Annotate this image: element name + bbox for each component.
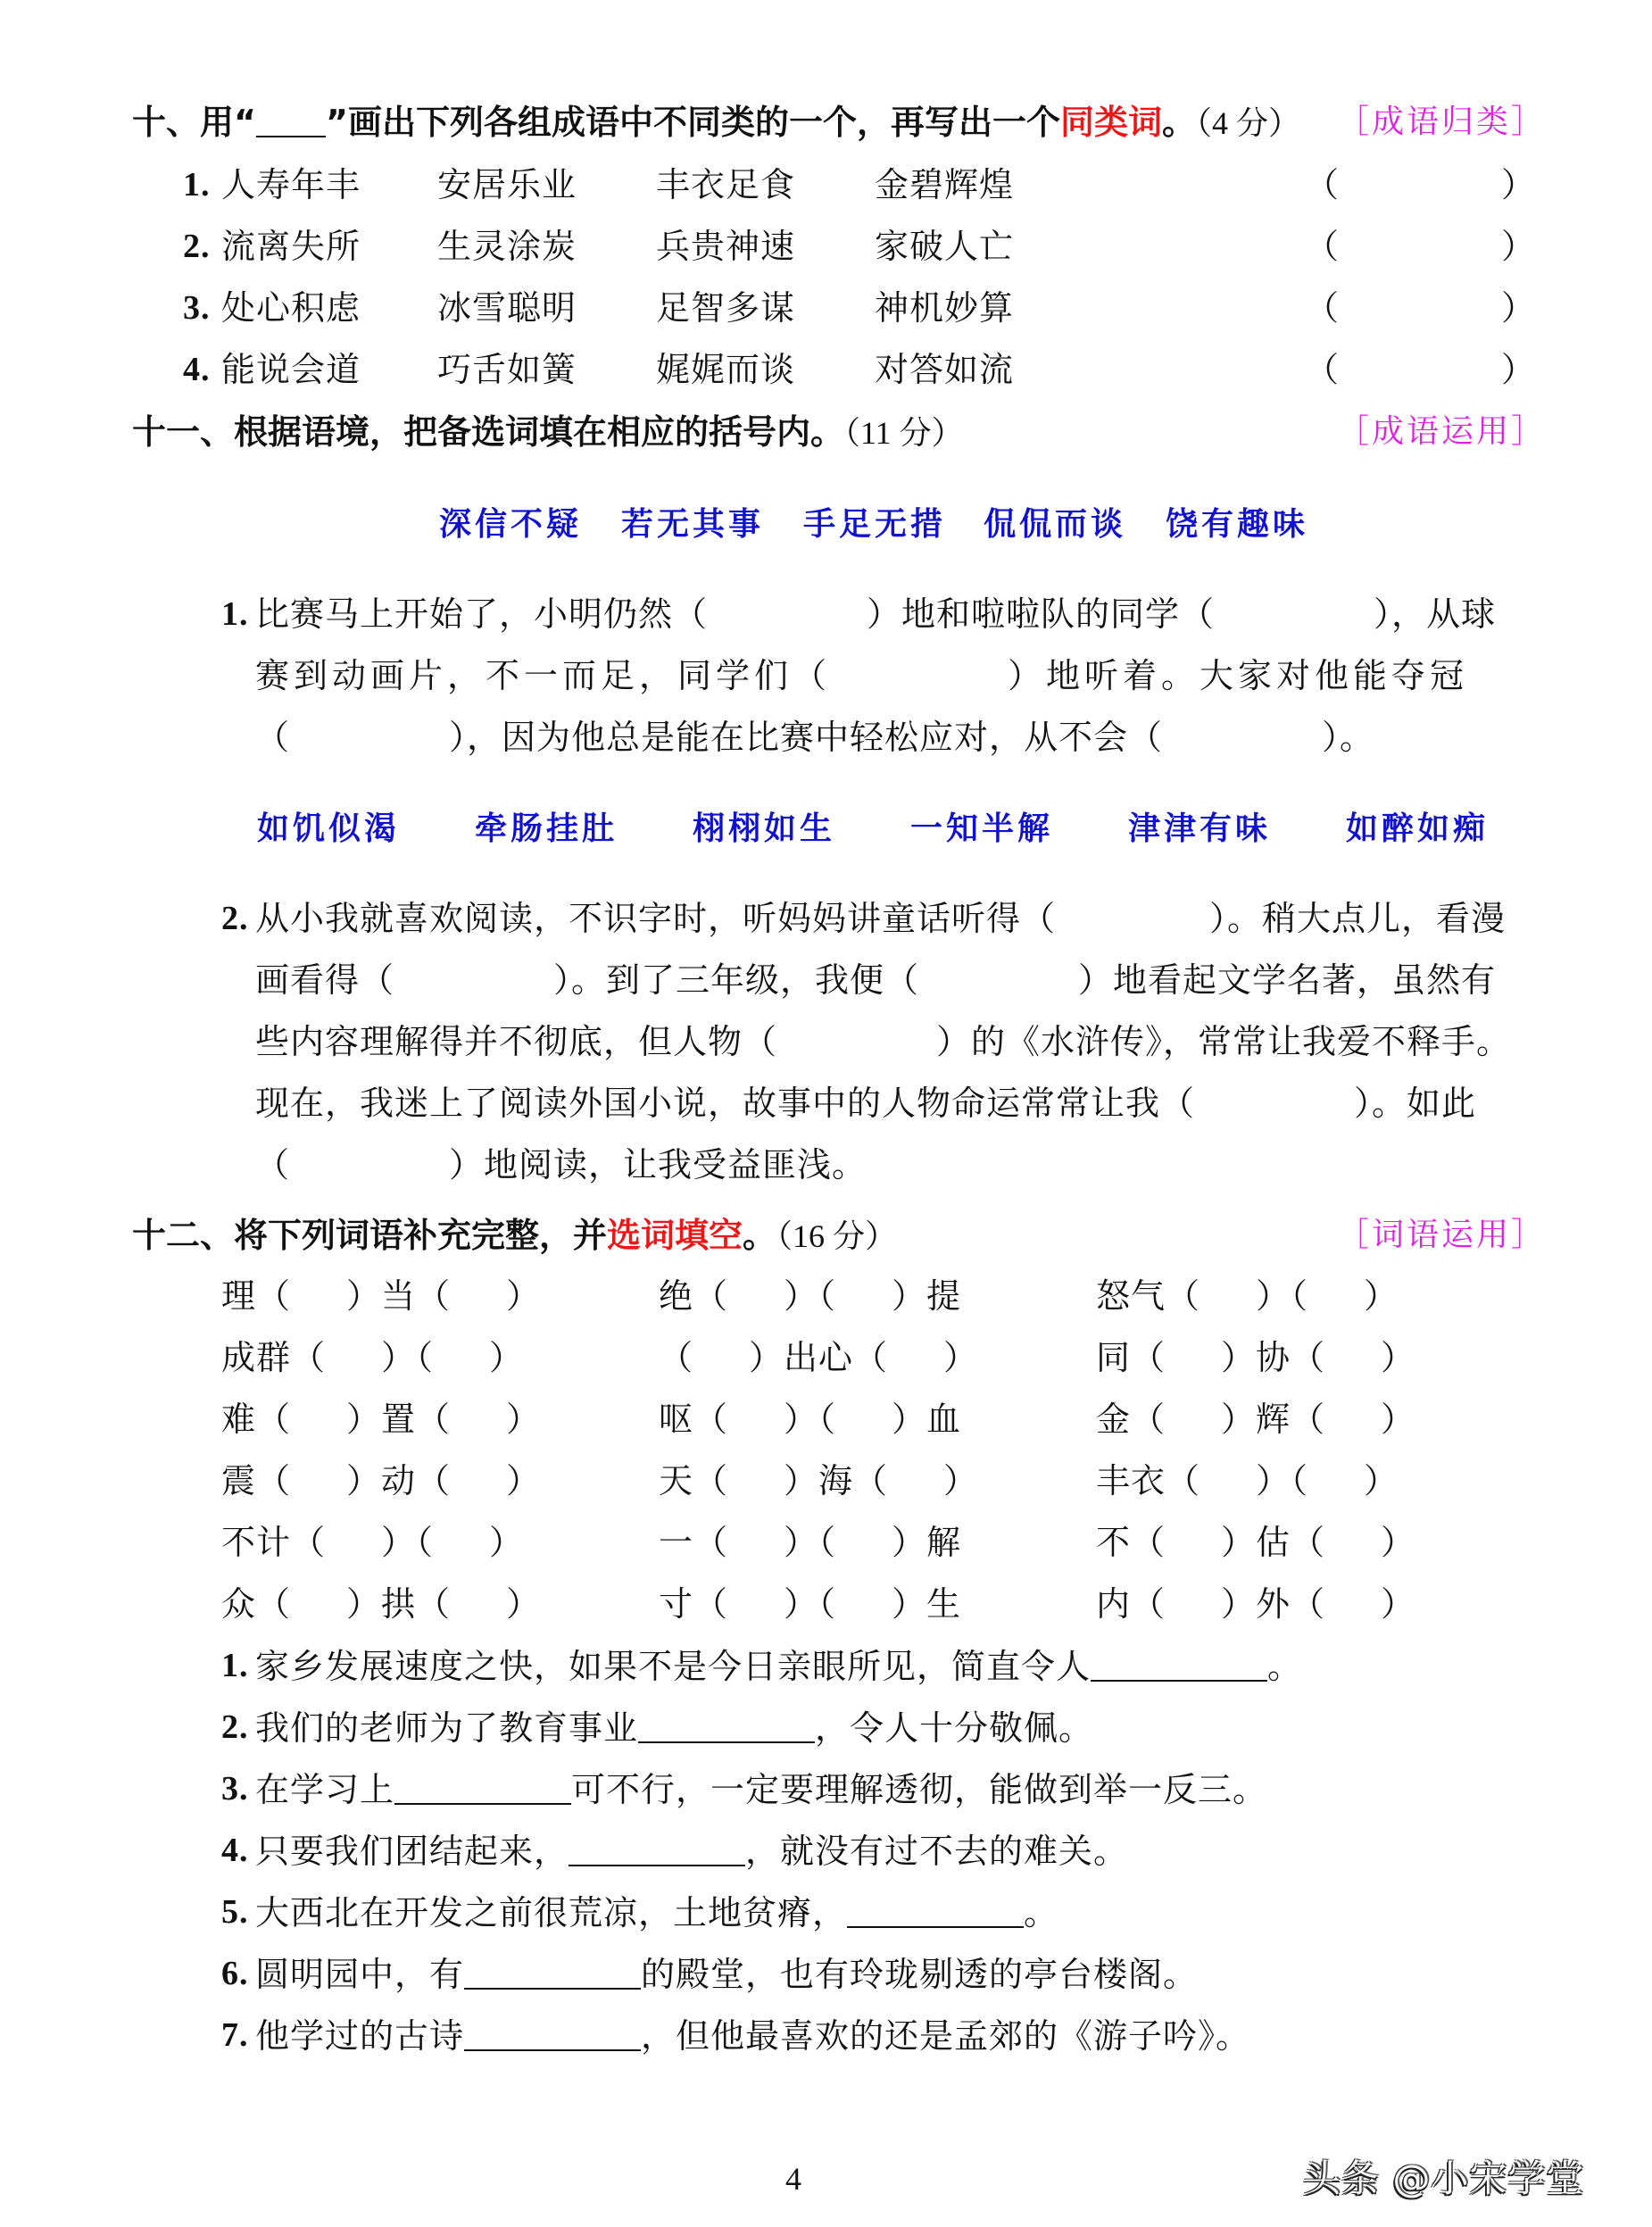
fill-blank-sentence xyxy=(255,1706,1093,1749)
idiom-completion-item xyxy=(1096,1336,1415,1379)
text-segment: ）地阅读，让我受益匪浅。 xyxy=(449,1145,868,1184)
section10-heading: 十、用“ ”画出下列各组成语中不同类的一个，再写出一个同类词。（4 分） xyxy=(132,103,1301,142)
idiom-option[interactable]: 兵贵神速 xyxy=(656,227,796,266)
idiom-fragment: ）动（ xyxy=(346,1461,452,1500)
idiom-fragment: 金（ xyxy=(1096,1400,1166,1439)
word-bank-option[interactable]: 一知半解 xyxy=(910,810,1054,847)
idiom-fragment: （ xyxy=(659,1338,694,1377)
text-segment: ）。 xyxy=(1322,718,1375,757)
idiom-option[interactable]: 冰雪聪明 xyxy=(437,288,577,328)
text-segment: ），从球 xyxy=(1374,594,1497,634)
score: （16 分） xyxy=(776,1218,898,1254)
idiom-fragment: ）（ xyxy=(1256,1276,1309,1316)
idiom-fragment: ） xyxy=(506,1400,542,1439)
row-number: 2. xyxy=(183,228,211,265)
text-segment: 赛到动画片，不一而足，同学们（ xyxy=(255,656,832,695)
word-bank-option[interactable]: 侃侃而谈 xyxy=(984,505,1127,543)
sentence-number: 4. xyxy=(221,1832,249,1869)
sentence-before: 他学过的古诗 xyxy=(255,2016,465,2056)
idiom-fragment: 内（ xyxy=(1096,1584,1166,1624)
idiom-fragment: ） xyxy=(506,1276,542,1316)
idiom-fragment: ）估（ xyxy=(1221,1523,1326,1562)
text-segment: 画看得（ xyxy=(255,960,395,1000)
idiom-option[interactable]: 家破人亡 xyxy=(875,227,1015,266)
sentence-after: 可不行，一定要理解透彻，能做到举一反三。 xyxy=(571,1770,1268,1809)
idiom-fragment: 不计（ xyxy=(221,1523,327,1562)
text-line xyxy=(255,897,1506,940)
idiom-completion-item xyxy=(221,1398,541,1441)
sentence-before: 在学习上 xyxy=(255,1770,395,1809)
emphasis-text: 选词填空 xyxy=(607,1216,743,1255)
idiom-fragment: ） xyxy=(506,1584,542,1624)
idiom-fragment: ）提 xyxy=(892,1276,962,1316)
idiom-fragment: ） xyxy=(1364,1461,1399,1500)
word-bank-option[interactable]: 饶有趣味 xyxy=(1166,505,1309,543)
sentence-after: 。 xyxy=(1267,1647,1303,1686)
question-number: 2. xyxy=(221,900,249,937)
idiom-completion-item xyxy=(1096,1275,1399,1317)
idiom-completion-item xyxy=(1096,1521,1415,1564)
question-number: 1. xyxy=(221,595,249,633)
idiom-fragment: ） xyxy=(506,1461,542,1500)
answer-paren-close: ） xyxy=(1501,227,1537,266)
idiom-fragment: ）（ xyxy=(784,1400,837,1439)
idiom-fragment: ）辉（ xyxy=(1221,1400,1326,1439)
text-segment: （ xyxy=(255,1145,291,1184)
text-segment: ）。如此 xyxy=(1354,1084,1477,1123)
idiom-option[interactable]: 生灵涂炭 xyxy=(437,227,577,266)
row-number: 4. xyxy=(183,351,211,388)
emphasis-text: 同类词 xyxy=(1059,103,1162,142)
answer-underline[interactable] xyxy=(464,1952,641,1990)
answer-paren-close: ） xyxy=(1501,350,1537,389)
sentence-after: 。 xyxy=(1024,1893,1059,1932)
idiom-fragment: ）生 xyxy=(892,1584,962,1624)
idiom-fragment: ） xyxy=(1381,1400,1416,1439)
answer-paren-open: （ xyxy=(1305,350,1341,389)
text-line xyxy=(255,1082,1476,1125)
idiom-option[interactable]: 神机妙算 xyxy=(875,288,1015,328)
idiom-fragment: ）（ xyxy=(784,1276,837,1316)
text-segment: （ xyxy=(255,718,291,757)
sentence-before: 圆明园中，有 xyxy=(255,1955,465,1994)
sentence-number: 2. xyxy=(221,1708,249,1746)
word-bank-option[interactable]: 手足无措 xyxy=(803,505,947,543)
idiom-fragment: ）解 xyxy=(892,1523,962,1562)
sentence-after: 的殿堂，也有玲珑剔透的亭台楼阁。 xyxy=(641,1955,1199,1994)
idiom-fragment: ） xyxy=(489,1523,525,1562)
text-line xyxy=(255,959,1496,1001)
idiom-fragment: 同（ xyxy=(1096,1338,1166,1377)
row-number: 1. xyxy=(183,166,211,204)
idiom-fragment: ） xyxy=(489,1338,525,1377)
answer-paren-open: （ xyxy=(1305,165,1341,204)
fill-blank-sentence xyxy=(255,2014,1250,2057)
idiom-option[interactable]: 能说会道 xyxy=(221,350,361,389)
sentence-number: 7. xyxy=(221,2016,249,2054)
score: （11 分） xyxy=(844,415,964,451)
text-line xyxy=(255,593,1496,636)
watermark: 头条 @小宋学堂 xyxy=(1303,2156,1585,2200)
idiom-fragment: 众（ xyxy=(221,1584,292,1624)
idiom-completion-item xyxy=(659,1275,961,1317)
idiom-fragment: ） xyxy=(1381,1338,1416,1377)
idiom-fragment: ）出心（ xyxy=(749,1338,889,1377)
text-segment: ）地听着。大家对他能夺冠 xyxy=(1008,656,1469,695)
idiom-fragment: 成群（ xyxy=(221,1338,327,1377)
fill-blank-sentence xyxy=(255,1952,1198,1996)
idiom-option[interactable]: 对答如流 xyxy=(875,350,1015,389)
idiom-completion-item xyxy=(659,1336,978,1379)
idiom-fragment: ） xyxy=(943,1338,979,1377)
answer-paren-open: （ xyxy=(1305,227,1341,266)
idiom-completion-item xyxy=(1096,1459,1399,1502)
idiom-completion-item xyxy=(221,1583,541,1625)
answer-paren-close: ） xyxy=(1501,165,1537,204)
text-segment: 现在，我迷上了阅读外国小说，故事中的人物命运常常让我（ xyxy=(255,1084,1196,1123)
word-bank-option[interactable]: 如饥似渴 xyxy=(257,810,401,847)
fill-blank-sentence xyxy=(255,1829,1128,1873)
section11-tag: ［成语运用］ xyxy=(1337,413,1547,450)
idiom-option[interactable]: 足智多谋 xyxy=(656,288,796,328)
idiom-fragment: 震（ xyxy=(221,1461,292,1500)
idiom-fragment: ）当（ xyxy=(346,1276,452,1316)
idiom-fragment: 丰衣（ xyxy=(1096,1461,1201,1500)
idiom-fragment: ）（ xyxy=(784,1523,837,1562)
sentence-number: 6. xyxy=(221,1955,249,1992)
idiom-fragment: ）血 xyxy=(892,1400,962,1439)
idiom-fragment: 理（ xyxy=(221,1276,292,1316)
idiom-completion-item xyxy=(1096,1583,1415,1625)
idiom-completion-item xyxy=(221,1336,524,1379)
fill-blank-sentence xyxy=(255,1767,1267,1811)
section12-tag: ［词语运用］ xyxy=(1337,1217,1547,1253)
idiom-option[interactable]: 娓娓而谈 xyxy=(656,350,796,389)
idiom-completion-item xyxy=(659,1459,978,1502)
answer-underline[interactable] xyxy=(464,2014,641,2051)
idiom-option[interactable]: 安居乐业 xyxy=(437,165,577,204)
idiom-completion-item xyxy=(1096,1398,1415,1441)
idiom-fragment: ）拱（ xyxy=(346,1584,452,1624)
answer-paren-close: ） xyxy=(1501,288,1537,328)
text-segment: ），因为他总是能在比赛中轻松应对，从不会（ xyxy=(449,718,1164,757)
answer-underline[interactable] xyxy=(847,1890,1024,1928)
fill-blank-sentence xyxy=(255,1890,1058,1934)
text-segment: 从小我就喜欢阅读，不识字时，听妈妈讲童话听得（ xyxy=(255,899,1057,938)
answer-underline[interactable] xyxy=(569,1829,745,1866)
idiom-fragment: ） xyxy=(1381,1523,1416,1562)
sentence-before: 大西北在开发之前很荒凉，土地贫瘠， xyxy=(255,1893,848,1932)
sentence-before: 家乡发展速度之快，如果不是今日亲眼所见，简直令人 xyxy=(255,1647,1092,1686)
sentence-after: ，令人十分敬佩。 xyxy=(815,1708,1094,1748)
row-number: 3. xyxy=(183,289,211,327)
idiom-fragment: 天（ xyxy=(659,1461,729,1500)
text-segment: ）。稍大点儿，看漫 xyxy=(1209,899,1507,938)
idiom-fragment: 不（ xyxy=(1096,1523,1166,1562)
idiom-option[interactable]: 人寿年丰 xyxy=(221,165,361,204)
idiom-fragment: 一（ xyxy=(659,1523,729,1562)
idiom-fragment: ） xyxy=(1364,1276,1399,1316)
answer-underline[interactable] xyxy=(638,1706,815,1743)
word-bank-option[interactable]: 如醉如痴 xyxy=(1346,810,1490,847)
idiom-completion-item xyxy=(221,1275,541,1317)
word-bank-option[interactable]: 牵肠挂肚 xyxy=(475,810,618,847)
page-number: 4 xyxy=(785,2161,801,2197)
idiom-fragment: ）置（ xyxy=(346,1400,452,1439)
idiom-fragment: 寸（ xyxy=(659,1584,729,1624)
sentence-number: 5. xyxy=(221,1893,249,1931)
text-line xyxy=(255,654,1468,697)
idiom-fragment: ） xyxy=(943,1461,979,1500)
fill-blank-sentence xyxy=(255,1644,1302,1688)
word-bank-option[interactable]: 深信不疑 xyxy=(439,505,583,543)
idiom-fragment: 绝（ xyxy=(659,1276,729,1316)
idiom-fragment: ）协（ xyxy=(1221,1338,1326,1377)
answer-underline[interactable] xyxy=(394,1767,571,1805)
idiom-option[interactable]: 丰衣足食 xyxy=(656,165,796,204)
text-segment: ）的《水浒传》，常常让我爱不释手。 xyxy=(936,1022,1512,1061)
idiom-completion-item xyxy=(659,1583,961,1625)
text-segment: ）地看起文学名著，虽然有 xyxy=(1078,960,1497,1000)
text-segment: ）。到了三年级，我便（ xyxy=(553,960,920,1000)
score: （4 分） xyxy=(1196,105,1301,141)
answer-underline[interactable] xyxy=(1091,1644,1267,1682)
section12-heading: 十二、将下列词语补充完整，并选词填空。（16 分） xyxy=(132,1216,898,1255)
idiom-fragment: ）（ xyxy=(381,1523,435,1562)
sentence-after: ，就没有过不去的难关。 xyxy=(745,1832,1129,1871)
idiom-fragment: 难（ xyxy=(221,1400,292,1439)
text-segment: 比赛马上开始了，小明仍然（ xyxy=(255,594,709,634)
text-line xyxy=(255,1143,867,1186)
word-bank-option[interactable]: 若无其事 xyxy=(621,505,765,543)
idiom-fragment: ）海（ xyxy=(784,1461,889,1500)
idiom-fragment: 呕（ xyxy=(659,1400,729,1439)
section11-heading: 十一、根据语境，把备选词填在相应的括号内。（11 分） xyxy=(132,412,964,452)
idiom-completion-item xyxy=(659,1398,961,1441)
sentence-before: 只要我们团结起来， xyxy=(255,1832,569,1871)
word-bank-option[interactable]: 栩栩如生 xyxy=(693,810,836,847)
idiom-fragment: ）（ xyxy=(1256,1461,1309,1500)
idiom-option[interactable]: 处心积虑 xyxy=(221,288,361,328)
section10-tag: ［成语归类］ xyxy=(1337,104,1547,140)
idiom-fragment: 怒气（ xyxy=(1096,1276,1201,1316)
idiom-completion-item xyxy=(221,1521,524,1564)
idiom-completion-item xyxy=(659,1521,961,1564)
idiom-completion-item xyxy=(221,1459,541,1502)
text-line xyxy=(255,716,1374,759)
sentence-before: 我们的老师为了教育事业 xyxy=(255,1708,639,1748)
idiom-fragment: ）（ xyxy=(381,1338,435,1377)
idiom-fragment: ）外（ xyxy=(1221,1584,1326,1624)
sentence-number: 3. xyxy=(221,1770,249,1807)
idiom-fragment: ）（ xyxy=(784,1584,837,1624)
word-bank-option[interactable]: 津津有味 xyxy=(1128,810,1272,847)
idiom-option[interactable]: 巧舌如簧 xyxy=(437,350,577,389)
answer-paren-open: （ xyxy=(1305,288,1341,328)
idiom-option[interactable]: 金碧辉煌 xyxy=(875,165,1015,204)
idiom-option[interactable]: 流离失所 xyxy=(221,227,361,266)
idiom-fragment: ） xyxy=(1381,1584,1416,1624)
text-line xyxy=(255,1020,1511,1063)
underline-sample xyxy=(256,136,326,137)
sentence-after: ，但他最喜欢的还是孟郊的《游子吟》。 xyxy=(641,2016,1251,2056)
text-segment: 些内容理解得并不彻底，但人物（ xyxy=(255,1022,778,1061)
text-segment: ）地和啦啦队的同学（ xyxy=(867,594,1216,634)
sentence-number: 1. xyxy=(221,1647,249,1684)
